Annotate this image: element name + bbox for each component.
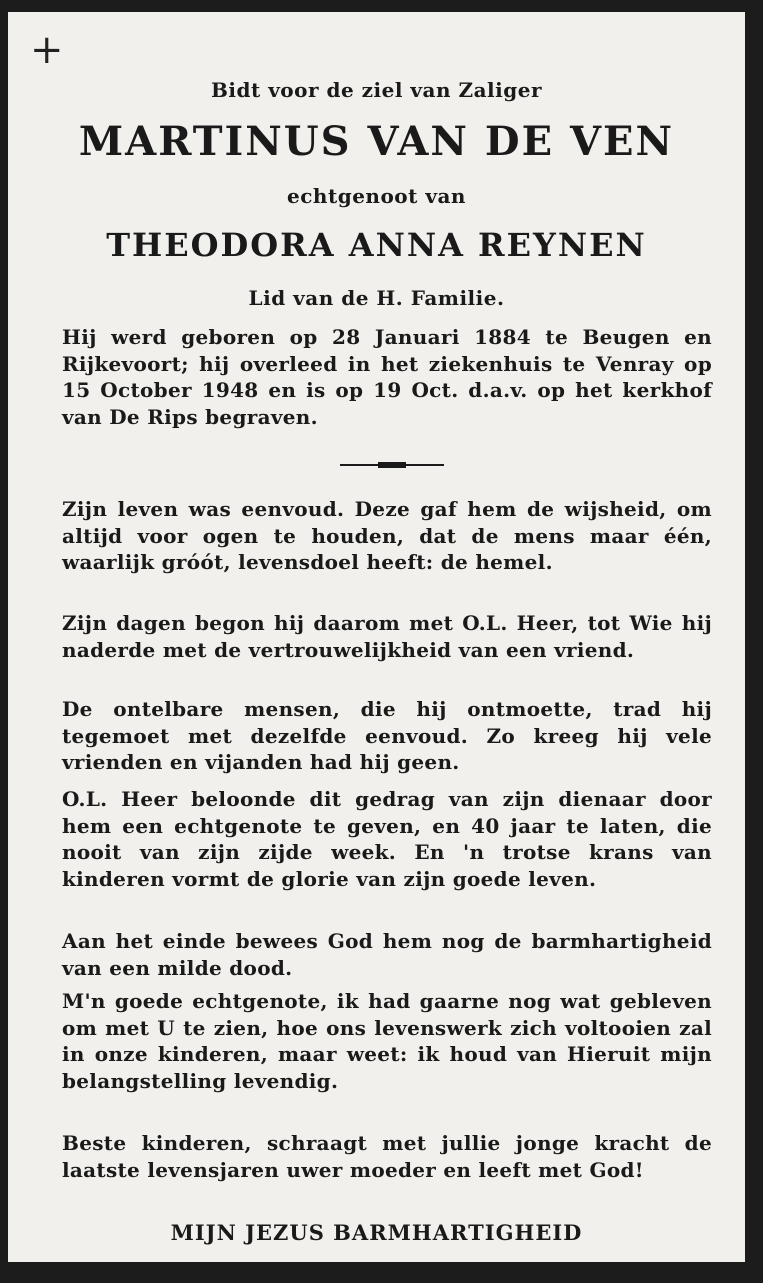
intro-line: Bidt voor de ziel van Zaliger <box>211 78 542 102</box>
paragraph-4: O.L. Heer beloonde dit gedrag van zijn dienaar door hem een echtgenote te geven, en 40 jaar te laten, die nooit van zijn zijde week. En 'n trotse krans van kinderen vormt de glorie van zijn goede leven. <box>62 787 712 891</box>
deceased-name: MARTINUS VAN DE VEN <box>78 118 675 165</box>
paragraph-3: De ontelbare mensen, die hij ontmoette, trad hij tegemoet met dezelfde eenvoud. Zo kreeg hij vele vrienden en vijanden had hij geen. <box>62 697 712 774</box>
handwritten-cross-mark: + <box>30 27 64 73</box>
divider-ornament <box>340 464 444 466</box>
membership-line: Lid van de H. Familie. <box>248 286 505 310</box>
paragraph-5: Aan het einde bewees God hem nog de barmhartigheid van een milde dood. <box>62 929 712 980</box>
paragraph-6: M'n goede echtgenote, ik had gaarne nog wat gebleven om met U te zien, hoe ons levenswerk zich voltooien zal in onze kinderen, maar weet: ik houd van Hieruit mijn belangstelling levendig. <box>62 989 712 1093</box>
closing-prayer: MIJN JEZUS BARMHARTIGHEID <box>170 1220 583 1245</box>
spouse-name: THEODORA ANNA REYNEN <box>106 226 647 264</box>
spouse-label: echtgenoot van <box>287 184 466 208</box>
prayer-card <box>8 12 745 1262</box>
paragraph-1: Zijn leven was eenvoud. Deze gaf hem de wijsheid, om altijd voor ogen te houden, dat de mens maar één, waarlijk gróót, levensdoel heeft: de hemel. <box>62 497 712 574</box>
paragraph-2: Zijn dagen begon hij daarom met O.L. Heer, tot Wie hij naderde met de vertrouwelijkheid van een vriend. <box>62 611 712 662</box>
paragraph-7: Beste kinderen, schraagt met jullie jonge kracht de laatste levensjaren uwer moeder en leeft met God! <box>62 1131 712 1182</box>
bio-paragraph: Hij werd geboren op 28 Januari 1884 te Beugen en Rijkevoort; hij overleed in het ziekenhuis te Venray op 15 October 1948 en is op 19 Oct. d.a.v. op het kerkhof van De Rips begraven. <box>62 325 712 429</box>
